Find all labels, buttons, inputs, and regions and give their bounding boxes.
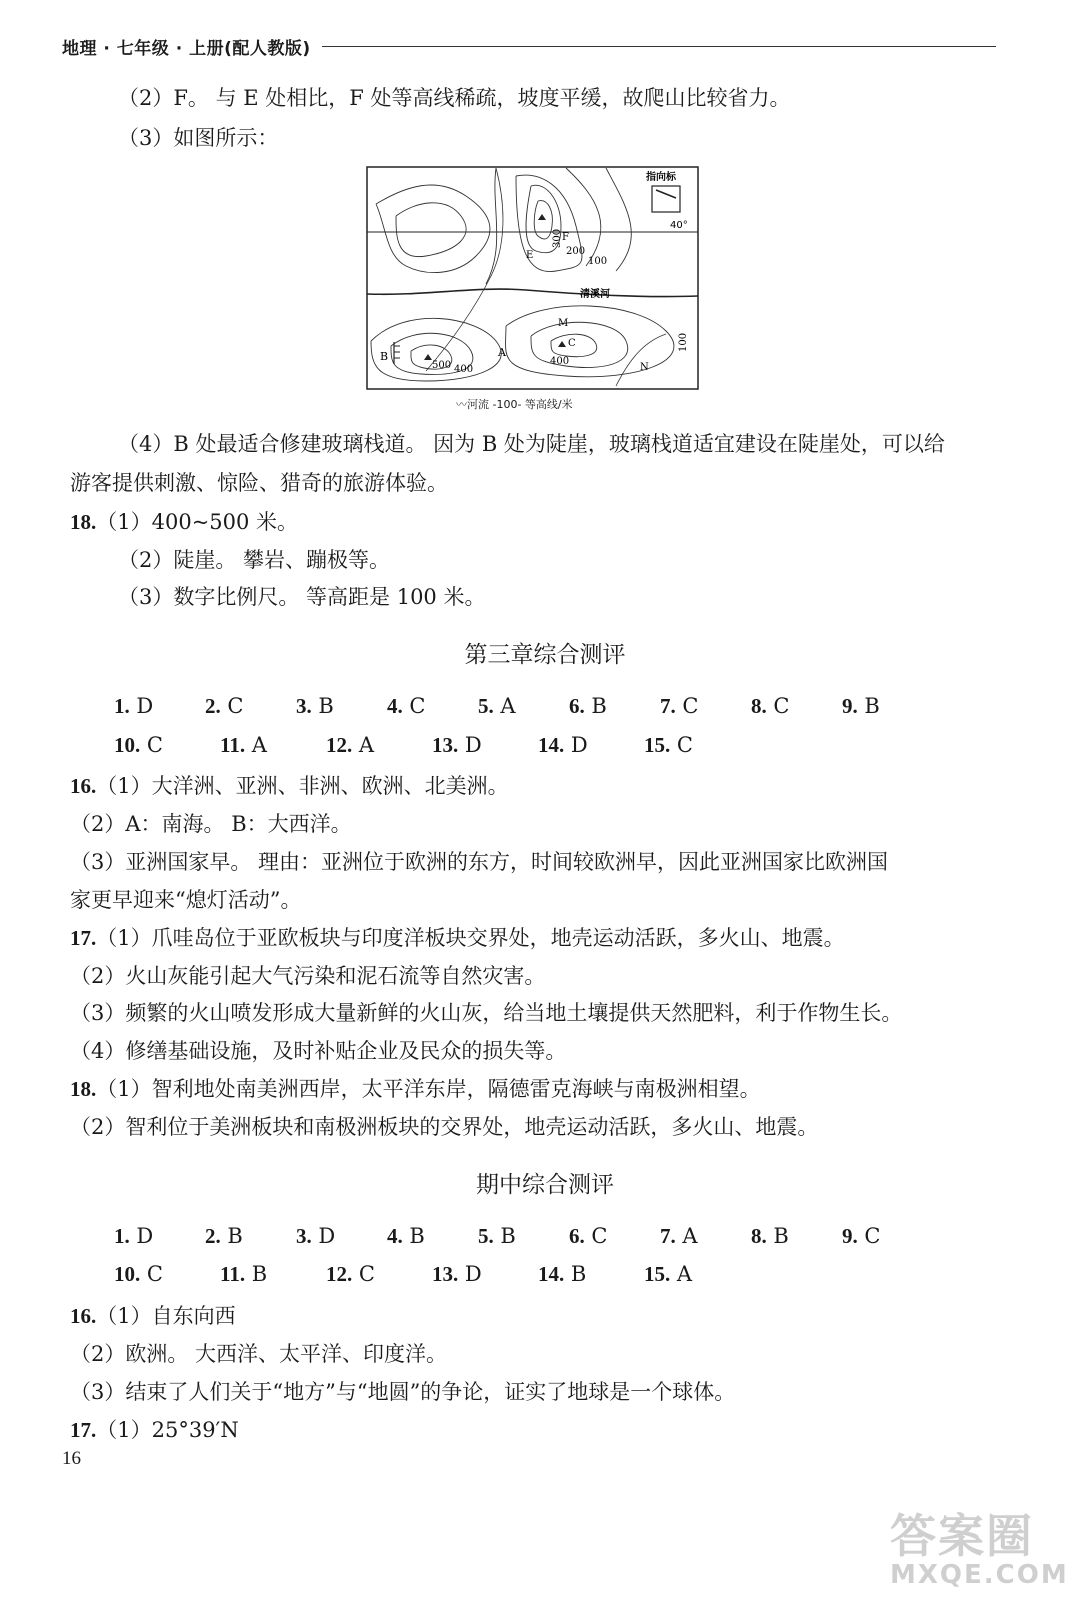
- mc-question-number: 13.: [432, 733, 459, 757]
- answer-text: （1）400~500 米。: [96, 510, 299, 534]
- mc-choice: D: [564, 733, 588, 757]
- mc-answer: [114, 733, 163, 758]
- mc-choice: B: [245, 1262, 268, 1286]
- question-number: 18.: [70, 1077, 97, 1101]
- answer-line: 游客提供刺激、惊险、猎奇的旅游体验。: [70, 471, 448, 495]
- mc-question-number: 12.: [326, 1262, 353, 1286]
- contour-label: 400: [550, 356, 570, 367]
- contour-map-figure: [366, 166, 700, 392]
- mc-answer: [326, 733, 374, 758]
- answer-line: （2）火山灰能引起大气污染和泥石流等自然灾害。: [70, 964, 546, 988]
- watermark-logo: [890, 1500, 1069, 1590]
- answer-line: [70, 922, 845, 952]
- mc-question-number: 2.: [205, 1224, 221, 1248]
- mc-choice: A: [245, 733, 267, 757]
- mc-choice: D: [129, 694, 154, 718]
- mc-choice: D: [129, 1224, 154, 1248]
- mc-question-number: 14.: [538, 733, 565, 757]
- mc-question-number: 15.: [644, 1262, 671, 1286]
- mc-choice: C: [766, 694, 790, 718]
- answer-text: （1）爪哇岛位于亚欧板块与印度洋板块交界处，地壳运动活跃，多火山、地震。: [96, 926, 845, 950]
- watermark-url: MXQE.COM: [890, 1560, 1069, 1590]
- mc-answer: [842, 694, 880, 719]
- answer-line: （2）智利位于美洲板块和南极洲板块的交界处，地壳运动活跃，多火山、地震。: [70, 1115, 819, 1139]
- question-number: 16.: [70, 1304, 97, 1328]
- mc-question-number: 1.: [114, 1224, 130, 1248]
- answer-line: （2）F。 与 E 处相比，F 处等高线稀疏，坡度平缓，故爬山比较省力。: [118, 86, 791, 110]
- answer-line: [70, 506, 298, 536]
- contour-label: 100: [678, 332, 689, 352]
- watermark-text: 答案圈: [890, 1509, 1034, 1563]
- mc-choice: C: [675, 694, 699, 718]
- mc-question-number: 2.: [205, 694, 221, 718]
- mc-answer: [644, 733, 693, 758]
- mc-choice: C: [857, 1224, 881, 1248]
- contour-label: 100: [588, 256, 608, 267]
- section-title-midterm: 期中综合测评: [476, 1172, 614, 1198]
- answer-line: 家更早迎来“熄灯活动”。: [70, 888, 302, 912]
- point-label-M: M: [558, 318, 569, 329]
- mc-choice: C: [670, 733, 693, 757]
- question-number: 16.: [70, 774, 97, 798]
- mc-question-number: 11.: [220, 733, 246, 757]
- mc-question-number: 9.: [842, 694, 858, 718]
- mc-question-number: 8.: [751, 694, 767, 718]
- mc-question-number: 7.: [660, 694, 676, 718]
- mc-choice: C: [220, 694, 244, 718]
- mc-question-number: 10.: [114, 1262, 141, 1286]
- mc-answer: [751, 694, 790, 719]
- mc-answer: [296, 694, 334, 719]
- answer-text: （1）大洋洲、亚洲、非洲、欧洲、北美洲。: [96, 774, 509, 798]
- mc-choice: B: [493, 1224, 516, 1248]
- question-number: 17.: [70, 1418, 97, 1442]
- point-label-B: B: [380, 350, 389, 363]
- mc-question-number: 11.: [220, 1262, 246, 1286]
- mc-choice: D: [458, 1262, 482, 1286]
- mc-choice: B: [584, 694, 607, 718]
- mc-answer: [114, 694, 153, 719]
- mc-choice: C: [140, 733, 163, 757]
- mc-choice: D: [311, 1224, 336, 1248]
- mc-choice: C: [140, 1262, 163, 1286]
- answer-line: （2）陡崖。 攀岩、蹦极等。: [118, 548, 391, 572]
- answer-line: [70, 1414, 239, 1444]
- mc-choice: B: [402, 1224, 425, 1248]
- mc-answer: [538, 1262, 586, 1287]
- mc-question-number: 6.: [569, 694, 585, 718]
- answer-line: [70, 770, 509, 800]
- mc-question-number: 3.: [296, 694, 312, 718]
- mc-question-number: 8.: [751, 1224, 767, 1248]
- mc-question-number: 10.: [114, 733, 141, 757]
- mc-choice: A: [670, 1262, 693, 1286]
- mc-choice: A: [493, 694, 516, 718]
- answer-line: （3）结束了人们关于“地方”与“地圆”的争论，证实了地球是一个球体。: [70, 1380, 736, 1404]
- contour-label: 300: [552, 228, 563, 248]
- mc-answer: [220, 733, 267, 758]
- mc-answer: [220, 1262, 267, 1287]
- mc-answer: [644, 1262, 692, 1287]
- map-frame: [367, 167, 698, 389]
- section-title-chapter3: 第三章综合测评: [464, 642, 626, 668]
- question-number: 18.: [70, 510, 97, 534]
- answer-line: （3）亚洲国家早。 理由：亚洲位于欧洲的东方，时间较欧洲早，因此亚洲国家比欧洲国: [70, 850, 889, 874]
- answer-line: （4）B 处最适合修建玻璃栈道。 因为 B 处为陡崖，玻璃栈道适宜建设在陡崖处，可以给: [118, 432, 945, 456]
- answer-line: （3）数字比例尺。 等高距是 100 米。: [118, 585, 486, 609]
- mc-answer: [660, 1224, 698, 1249]
- answer-line: [70, 1073, 761, 1103]
- mc-choice: C: [584, 1224, 608, 1248]
- contour-label: 500: [432, 360, 452, 371]
- mc-choice: B: [564, 1262, 587, 1286]
- mc-answer: [538, 733, 588, 758]
- north-arrow-label: 指向标: [646, 172, 676, 183]
- answer-text: （1）自东向西: [96, 1304, 236, 1328]
- mc-question-number: 7.: [660, 1224, 676, 1248]
- header-rule: [322, 46, 996, 47]
- mc-question-number: 9.: [842, 1224, 858, 1248]
- contour-label: 400: [454, 364, 474, 375]
- mc-answer: [296, 1224, 335, 1249]
- point-label-C: C: [568, 338, 576, 349]
- mc-question-number: 15.: [644, 733, 671, 757]
- mc-question-number: 13.: [432, 1262, 459, 1286]
- point-label-N: N: [640, 362, 649, 373]
- answer-line: （3）频繁的火山喷发形成大量新鲜的火山灰，给当地土壤提供天然肥料，利于作物生长。: [70, 1001, 903, 1025]
- mc-answer: [432, 733, 482, 758]
- mc-answer: [569, 1224, 608, 1249]
- mc-answer: [751, 1224, 789, 1249]
- point-label-F: F: [562, 232, 569, 243]
- page-number: 16: [62, 1448, 81, 1469]
- point-label-A: A: [498, 346, 506, 359]
- mc-choice: B: [311, 694, 334, 718]
- running-header: 地理 · 七年级 · 上册(配人教版): [62, 39, 311, 59]
- mc-answer: [660, 694, 699, 719]
- mc-answer: [569, 694, 607, 719]
- answer-line: （2）A：南海。 B：大西洋。: [70, 812, 352, 836]
- mc-question-number: 12.: [326, 733, 353, 757]
- point-label-E: E: [526, 250, 534, 261]
- mc-choice: C: [352, 1262, 375, 1286]
- mc-question-number: 5.: [478, 1224, 494, 1248]
- answer-text: （1）25°39′N: [96, 1418, 239, 1442]
- mc-answer: [387, 1224, 425, 1249]
- mc-question-number: 3.: [296, 1224, 312, 1248]
- mc-choice: B: [220, 1224, 243, 1248]
- mc-choice: A: [675, 1224, 698, 1248]
- mc-question-number: 4.: [387, 1224, 403, 1248]
- mc-choice: B: [766, 1224, 789, 1248]
- mc-choice: D: [458, 733, 482, 757]
- latitude-label: 40°: [670, 220, 688, 231]
- answer-text: （1）智利地处南美洲西岸，太平洋东岸，隔德雷克海峡与南极洲相望。: [96, 1077, 761, 1101]
- mc-answer: [205, 694, 244, 719]
- mc-answer: [205, 1224, 243, 1249]
- mc-question-number: 4.: [387, 694, 403, 718]
- mc-choice: A: [352, 733, 375, 757]
- river-label: 清溪河: [580, 289, 610, 300]
- mc-answer: [478, 1224, 516, 1249]
- mc-answer: [114, 1262, 163, 1287]
- answer-line: [70, 1300, 236, 1330]
- answer-line: （2）欧洲。 大西洋、太平洋、印度洋。: [70, 1342, 448, 1366]
- question-number: 17.: [70, 926, 97, 950]
- answer-line: （4）修缮基础设施，及时补贴企业及民众的损失等。: [70, 1039, 567, 1063]
- answer-line: （3）如图所示：: [118, 126, 279, 150]
- mc-question-number: 14.: [538, 1262, 565, 1286]
- mc-answer: [114, 1224, 153, 1249]
- mc-choice: B: [857, 694, 880, 718]
- mc-answer: [478, 694, 516, 719]
- mc-question-number: 1.: [114, 694, 130, 718]
- map-legend-caption: 〰河流 -100- 等高线/米: [456, 398, 573, 411]
- mc-answer: [432, 1262, 482, 1287]
- contour-label: 200: [566, 246, 586, 257]
- mc-choice: C: [402, 694, 426, 718]
- mc-answer: [387, 694, 426, 719]
- mc-question-number: 6.: [569, 1224, 585, 1248]
- mc-answer: [842, 1224, 881, 1249]
- mc-answer: [326, 1262, 375, 1287]
- mc-question-number: 5.: [478, 694, 494, 718]
